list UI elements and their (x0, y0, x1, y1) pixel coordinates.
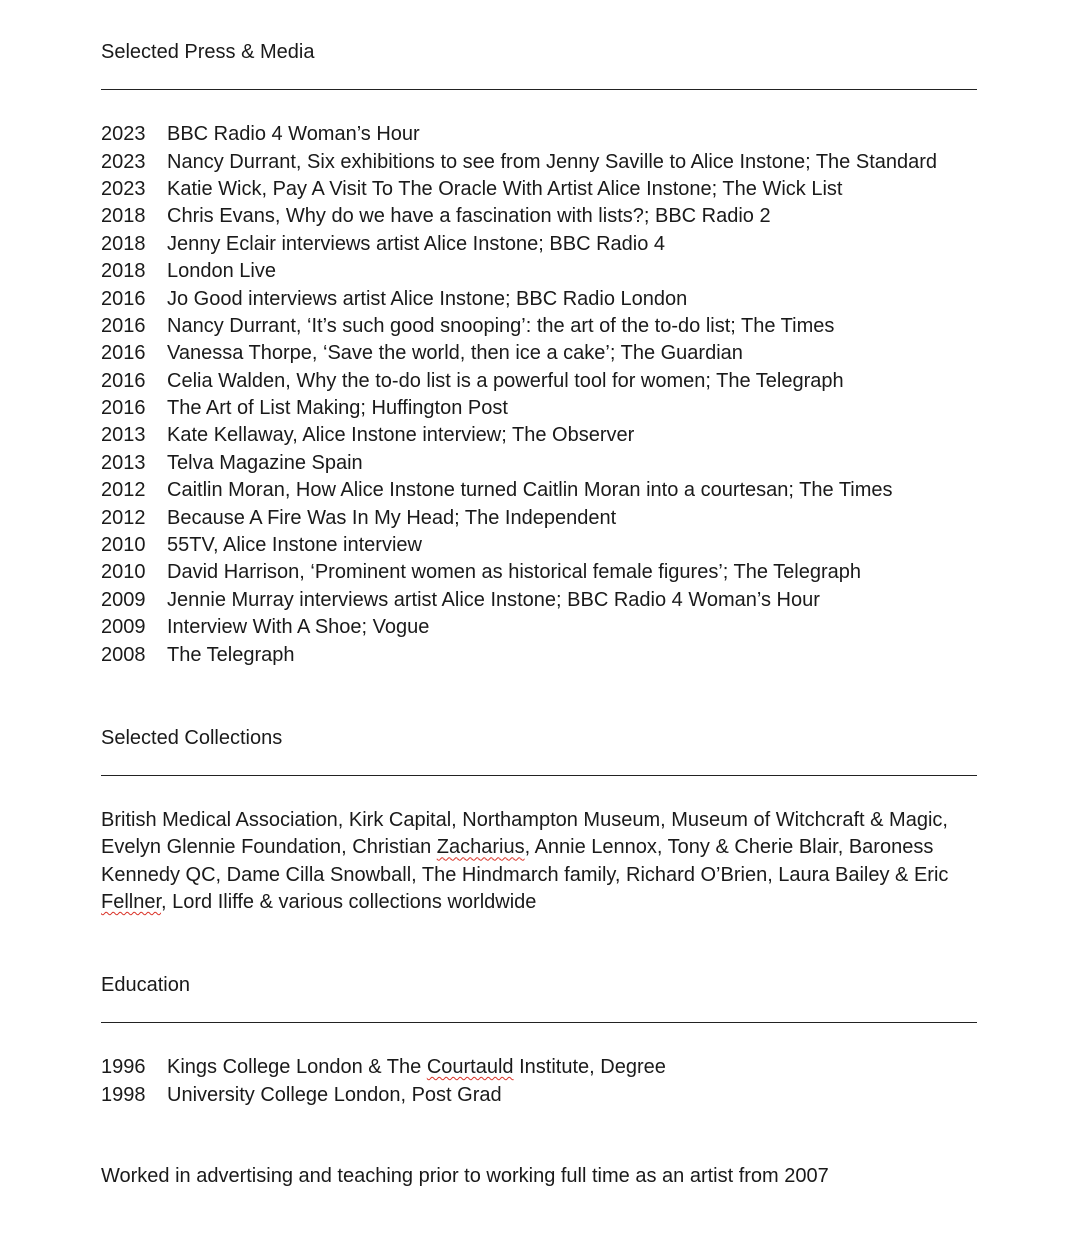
press-year: 2023 (101, 177, 146, 200)
press-year: 2023 (101, 123, 146, 146)
text-segment: , Annie Lennox, Tony & Cherie Blair, Baroness Kennedy QC, Dame Cilla Snowball, The Hindmarch family, Richard O’Brien, Laura Bailey & Eric (101, 836, 949, 886)
education-year: 1996 (101, 1056, 146, 1079)
education-list (101, 1054, 666, 1109)
text-segment: Institute, Degree (513, 1056, 666, 1079)
press-entry (101, 176, 937, 203)
press-entry (101, 203, 937, 230)
press-title: David Harrison, ‘Prominent women as historical female figures’; The Telegraph (167, 561, 862, 584)
press-year: 2012 (101, 506, 146, 529)
press-title: Kate Kellaway, Alice Instone interview; The Observer (167, 424, 635, 447)
collections-divider (101, 775, 977, 776)
press-divider (101, 89, 977, 90)
press-title: Jennie Murray interviews artist Alice Instone; BBC Radio 4 Woman’s Hour (167, 588, 820, 611)
press-entry (101, 121, 937, 148)
press-year: 2009 (101, 588, 146, 611)
collections-heading: Selected Collections (101, 727, 283, 749)
press-entry (101, 313, 937, 340)
press-entry (101, 395, 937, 422)
press-entry (101, 231, 937, 258)
education-detail (167, 1056, 666, 1079)
spellcheck-flagged-word: Fellner (101, 891, 162, 914)
press-entry (101, 504, 937, 531)
press-title: Chris Evans, Why do we have a fascination with lists?; BBC Radio 2 (167, 205, 771, 228)
press-year: 2013 (101, 451, 146, 474)
career-note: Worked in advertising and teaching prior to working full time as an artist from 2007 (101, 1165, 829, 1187)
text-segment: University College London, Post Grad (167, 1083, 502, 1106)
press-title: Jo Good interviews artist Alice Instone; BBC Radio London (167, 287, 688, 310)
text-segment: , Lord Iliffe & various collections worldwide (161, 891, 537, 914)
press-year: 2016 (101, 314, 146, 337)
press-title: Jenny Eclair interviews artist Alice Instone; BBC Radio 4 (167, 232, 665, 255)
education-entry (101, 1054, 666, 1081)
press-title: Nancy Durrant, Six exhibitions to see from Jenny Saville to Alice Instone; The Standard (167, 150, 938, 173)
collections-paragraph (101, 807, 977, 917)
spellcheck-flagged-word: Zacharius (436, 836, 525, 859)
press-entry (101, 614, 937, 641)
press-year: 2009 (101, 616, 146, 639)
press-entry (101, 641, 937, 668)
press-title: Nancy Durrant, ‘It’s such good snooping’: the art of the to-do list; The Times (167, 314, 835, 337)
press-title: Because A Fire Was In My Head; The Independent (167, 506, 617, 529)
press-entry (101, 477, 937, 504)
press-year: 2010 (101, 534, 146, 557)
press-title: Vanessa Thorpe, ‘Save the world, then ice a cake’; The Guardian (167, 342, 743, 365)
press-year: 2018 (101, 232, 146, 255)
press-title: Telva Magazine Spain (167, 451, 363, 474)
press-title: The Art of List Making; Huffington Post (167, 397, 508, 420)
education-year: 1998 (101, 1083, 146, 1106)
press-entry (101, 422, 937, 449)
press-year: 2012 (101, 479, 146, 502)
press-year: 2010 (101, 561, 146, 584)
text-segment: British Medical Association, Kirk Capital, Northampton Museum, Museum of Witchcraft & Magic, Evelyn Glennie Foundation, Christian (101, 809, 948, 859)
press-title: Katie Wick, Pay A Visit To The Oracle With Artist Alice Instone; The Wick List (167, 177, 843, 200)
press-entry (101, 368, 937, 395)
text-segment: Kings College London & The (167, 1056, 427, 1079)
press-title: London Live (167, 260, 276, 283)
press-year: 2008 (101, 643, 146, 666)
press-title: 55TV, Alice Instone interview (167, 534, 422, 557)
press-year: 2023 (101, 150, 146, 173)
press-heading: Selected Press & Media (101, 41, 315, 63)
education-divider (101, 1022, 977, 1023)
press-year: 2018 (101, 260, 146, 283)
press-year: 2016 (101, 287, 146, 310)
press-entry (101, 559, 937, 586)
press-entry (101, 340, 937, 367)
press-year: 2016 (101, 342, 146, 365)
press-title: BBC Radio 4 Woman’s Hour (167, 123, 420, 146)
education-entry (101, 1081, 666, 1108)
spellcheck-flagged-word: Courtauld (426, 1056, 514, 1079)
press-year: 2016 (101, 397, 146, 420)
press-entry (101, 450, 937, 477)
press-year: 2013 (101, 424, 146, 447)
press-title: Celia Walden, Why the to-do list is a powerful tool for women; The Telegraph (167, 369, 844, 392)
press-entry (101, 587, 937, 614)
press-title: The Telegraph (167, 643, 295, 666)
press-entry (101, 285, 937, 312)
press-entry (101, 148, 937, 175)
press-title: Caitlin Moran, How Alice Instone turned Caitlin Moran into a courtesan; The Times (167, 479, 893, 502)
education-detail (167, 1084, 666, 1107)
press-year: 2018 (101, 205, 146, 228)
press-title: Interview With A Shoe; Vogue (167, 616, 430, 639)
press-list (101, 121, 937, 669)
press-year: 2016 (101, 369, 146, 392)
education-heading: Education (101, 974, 190, 996)
press-entry (101, 532, 937, 559)
press-entry (101, 258, 937, 285)
